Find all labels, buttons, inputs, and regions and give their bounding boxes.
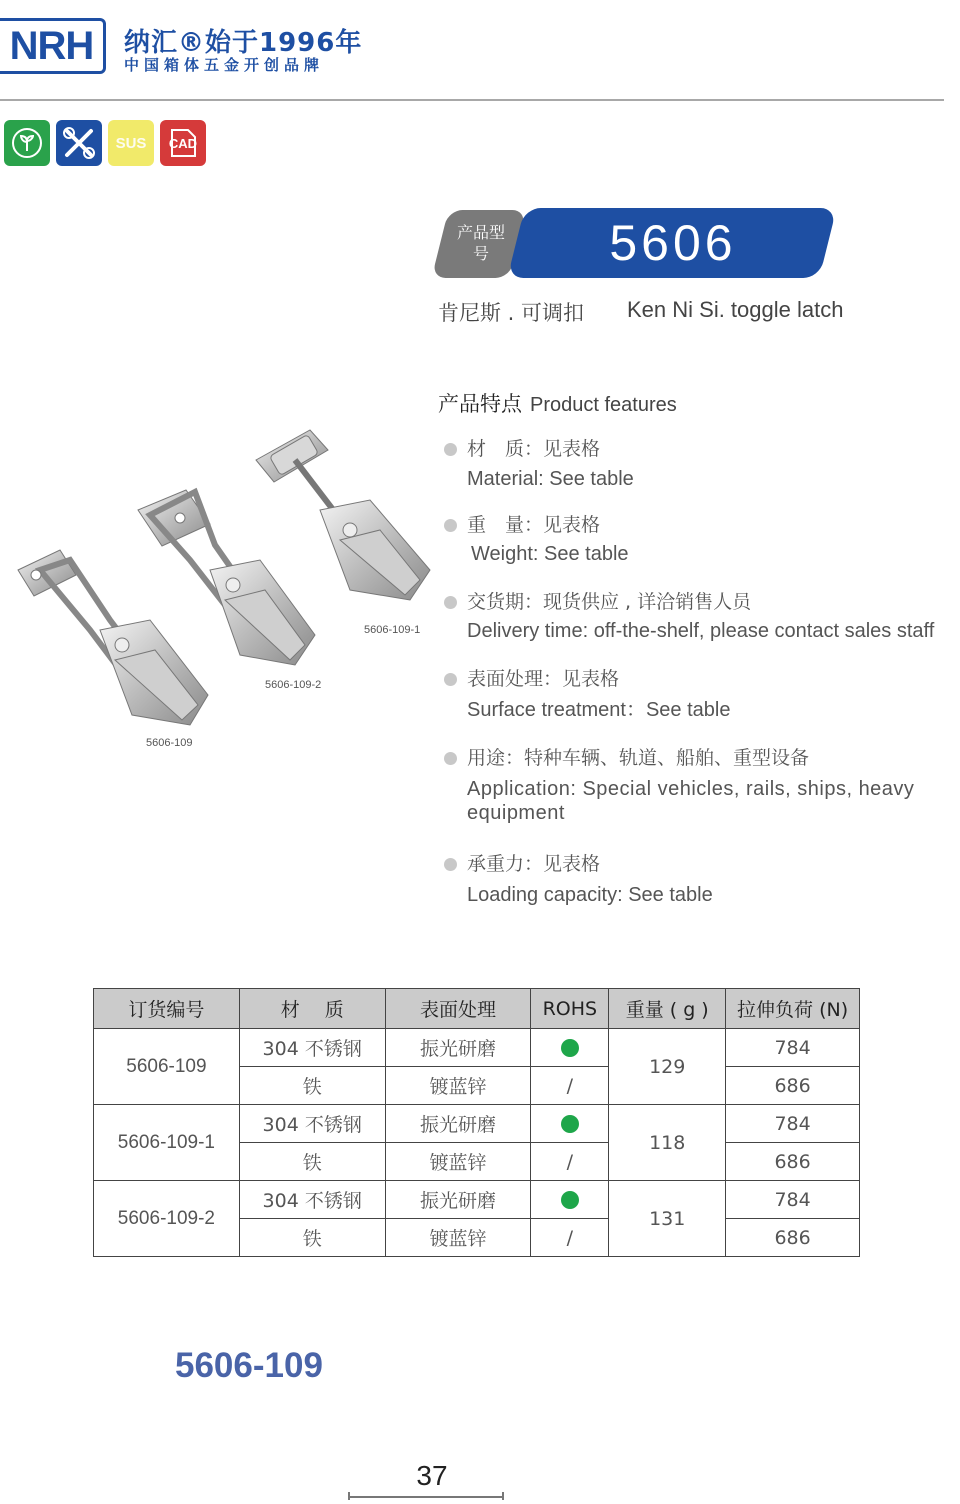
load-cell: 784	[726, 1105, 860, 1143]
bullet-icon	[444, 752, 457, 765]
bullet-icon	[444, 519, 457, 532]
bullet-icon	[444, 673, 457, 686]
model-number: 5606	[609, 215, 737, 271]
surface-cell: 镀蓝锌	[385, 1219, 531, 1257]
rohs-cell	[531, 1105, 609, 1143]
weight-cell: 129	[609, 1029, 726, 1105]
header-surface: 表面处理	[385, 989, 531, 1029]
header-order-code: 订货编号	[94, 989, 240, 1029]
feature-cn: 材 质：见表格	[467, 438, 601, 460]
feature-cn: 用途：特种车辆、轨道、船舶、重型设备	[467, 747, 810, 769]
load-cell: 686	[726, 1219, 860, 1257]
rohs-compliant-icon	[561, 1115, 579, 1133]
material-cell: 铁	[239, 1219, 385, 1257]
sus-label: SUS	[115, 134, 147, 152]
specification-table	[93, 988, 860, 1257]
rohs-compliant-icon	[561, 1191, 579, 1209]
feature-en: Loading capacity: See table	[467, 884, 713, 906]
feature-en: Application: Special vehicles, rails, ships, heavy equipment	[467, 778, 915, 824]
rohs-cell	[531, 1181, 609, 1219]
page-number-rule	[348, 1496, 504, 1498]
table-header-row	[94, 989, 860, 1029]
figure-label-109: 5606-109	[146, 737, 193, 749]
table-row	[94, 1029, 860, 1067]
load-cell: 784	[726, 1181, 860, 1219]
rohs-cell: /	[531, 1067, 609, 1105]
surface-cell: 镀蓝锌	[385, 1067, 531, 1105]
feature-cn: 表面处理：见表格	[467, 668, 620, 690]
surface-cell: 镀蓝锌	[385, 1143, 531, 1181]
page-number: 37	[416, 1460, 448, 1491]
header-weight: 重量 ( g )	[609, 989, 726, 1029]
bullet-icon	[444, 858, 457, 871]
eco-icon	[4, 120, 50, 166]
feature-en: Delivery time: off-the-shelf, please contact sales staff	[467, 620, 935, 642]
brand-logo-text: NRH	[9, 23, 94, 68]
bullet-icon	[444, 443, 457, 456]
certification-badges	[4, 120, 206, 166]
sus-icon	[108, 120, 154, 166]
order-code-cell: 5606-109-1	[94, 1105, 240, 1181]
surface-cell: 振光研磨	[385, 1105, 531, 1143]
material-cell: 铁	[239, 1067, 385, 1105]
table-row	[94, 1105, 860, 1143]
figure-label-109-1: 5606-109-1	[364, 624, 421, 636]
load-cell: 686	[726, 1067, 860, 1105]
material-cell: 304 不锈钢	[239, 1105, 385, 1143]
cad-icon	[160, 120, 206, 166]
brand-slogan: 中国箱体五金开创品牌	[124, 56, 325, 74]
tools-icon	[56, 120, 102, 166]
load-cell: 784	[726, 1029, 860, 1067]
features-title-en: Product features	[530, 394, 677, 416]
cad-label: CAD	[168, 135, 198, 151]
material-cell: 铁	[239, 1143, 385, 1181]
brand-logo	[0, 18, 106, 74]
rohs-cell: /	[531, 1219, 609, 1257]
surface-cell: 振光研磨	[385, 1181, 531, 1219]
rohs-cell: /	[531, 1143, 609, 1181]
header-load: 拉伸负荷 (N)	[726, 989, 860, 1029]
weight-cell: 118	[609, 1105, 726, 1181]
product-name-chinese: 肯尼斯 . 可调扣	[438, 301, 585, 325]
feature-en: Material: See table	[467, 468, 634, 490]
bottom-model-number: 5606-109	[175, 1346, 323, 1385]
table-row	[94, 1181, 860, 1219]
material-cell: 304 不锈钢	[239, 1029, 385, 1067]
rohs-cell	[531, 1029, 609, 1067]
weight-cell: 131	[609, 1181, 726, 1257]
material-cell: 304 不锈钢	[239, 1181, 385, 1219]
features-title-cn: 产品特点	[438, 392, 522, 416]
header-divider	[0, 99, 944, 101]
feature-en: Weight: See table	[471, 543, 629, 565]
order-code-cell: 5606-109	[94, 1029, 240, 1105]
figure-label-109-2: 5606-109-2	[265, 679, 322, 691]
header-rohs: ROHS	[531, 989, 609, 1029]
rohs-compliant-icon	[561, 1039, 579, 1057]
brand-name: 纳汇®始于1996年	[124, 28, 363, 58]
feature-cn: 承重力：见表格	[467, 853, 601, 875]
order-code-cell: 5606-109-2	[94, 1181, 240, 1257]
latch-109-drawing	[18, 550, 208, 725]
header-material: 材 质	[239, 989, 385, 1029]
model-tag-label: 产品型号	[456, 223, 505, 263]
feature-en: Surface treatment：See table	[467, 699, 731, 721]
surface-cell: 振光研磨	[385, 1029, 531, 1067]
features-title	[438, 388, 677, 418]
product-image	[10, 420, 440, 760]
load-cell: 686	[726, 1143, 860, 1181]
product-name-english: Ken Ni Si. toggle latch	[627, 297, 844, 322]
feature-cn: 重 量：见表格	[467, 514, 601, 536]
latch-109-1-drawing	[256, 430, 430, 600]
feature-cn: 交货期：现货供应 , 详洽销售人员	[467, 591, 752, 613]
bullet-icon	[444, 596, 457, 609]
